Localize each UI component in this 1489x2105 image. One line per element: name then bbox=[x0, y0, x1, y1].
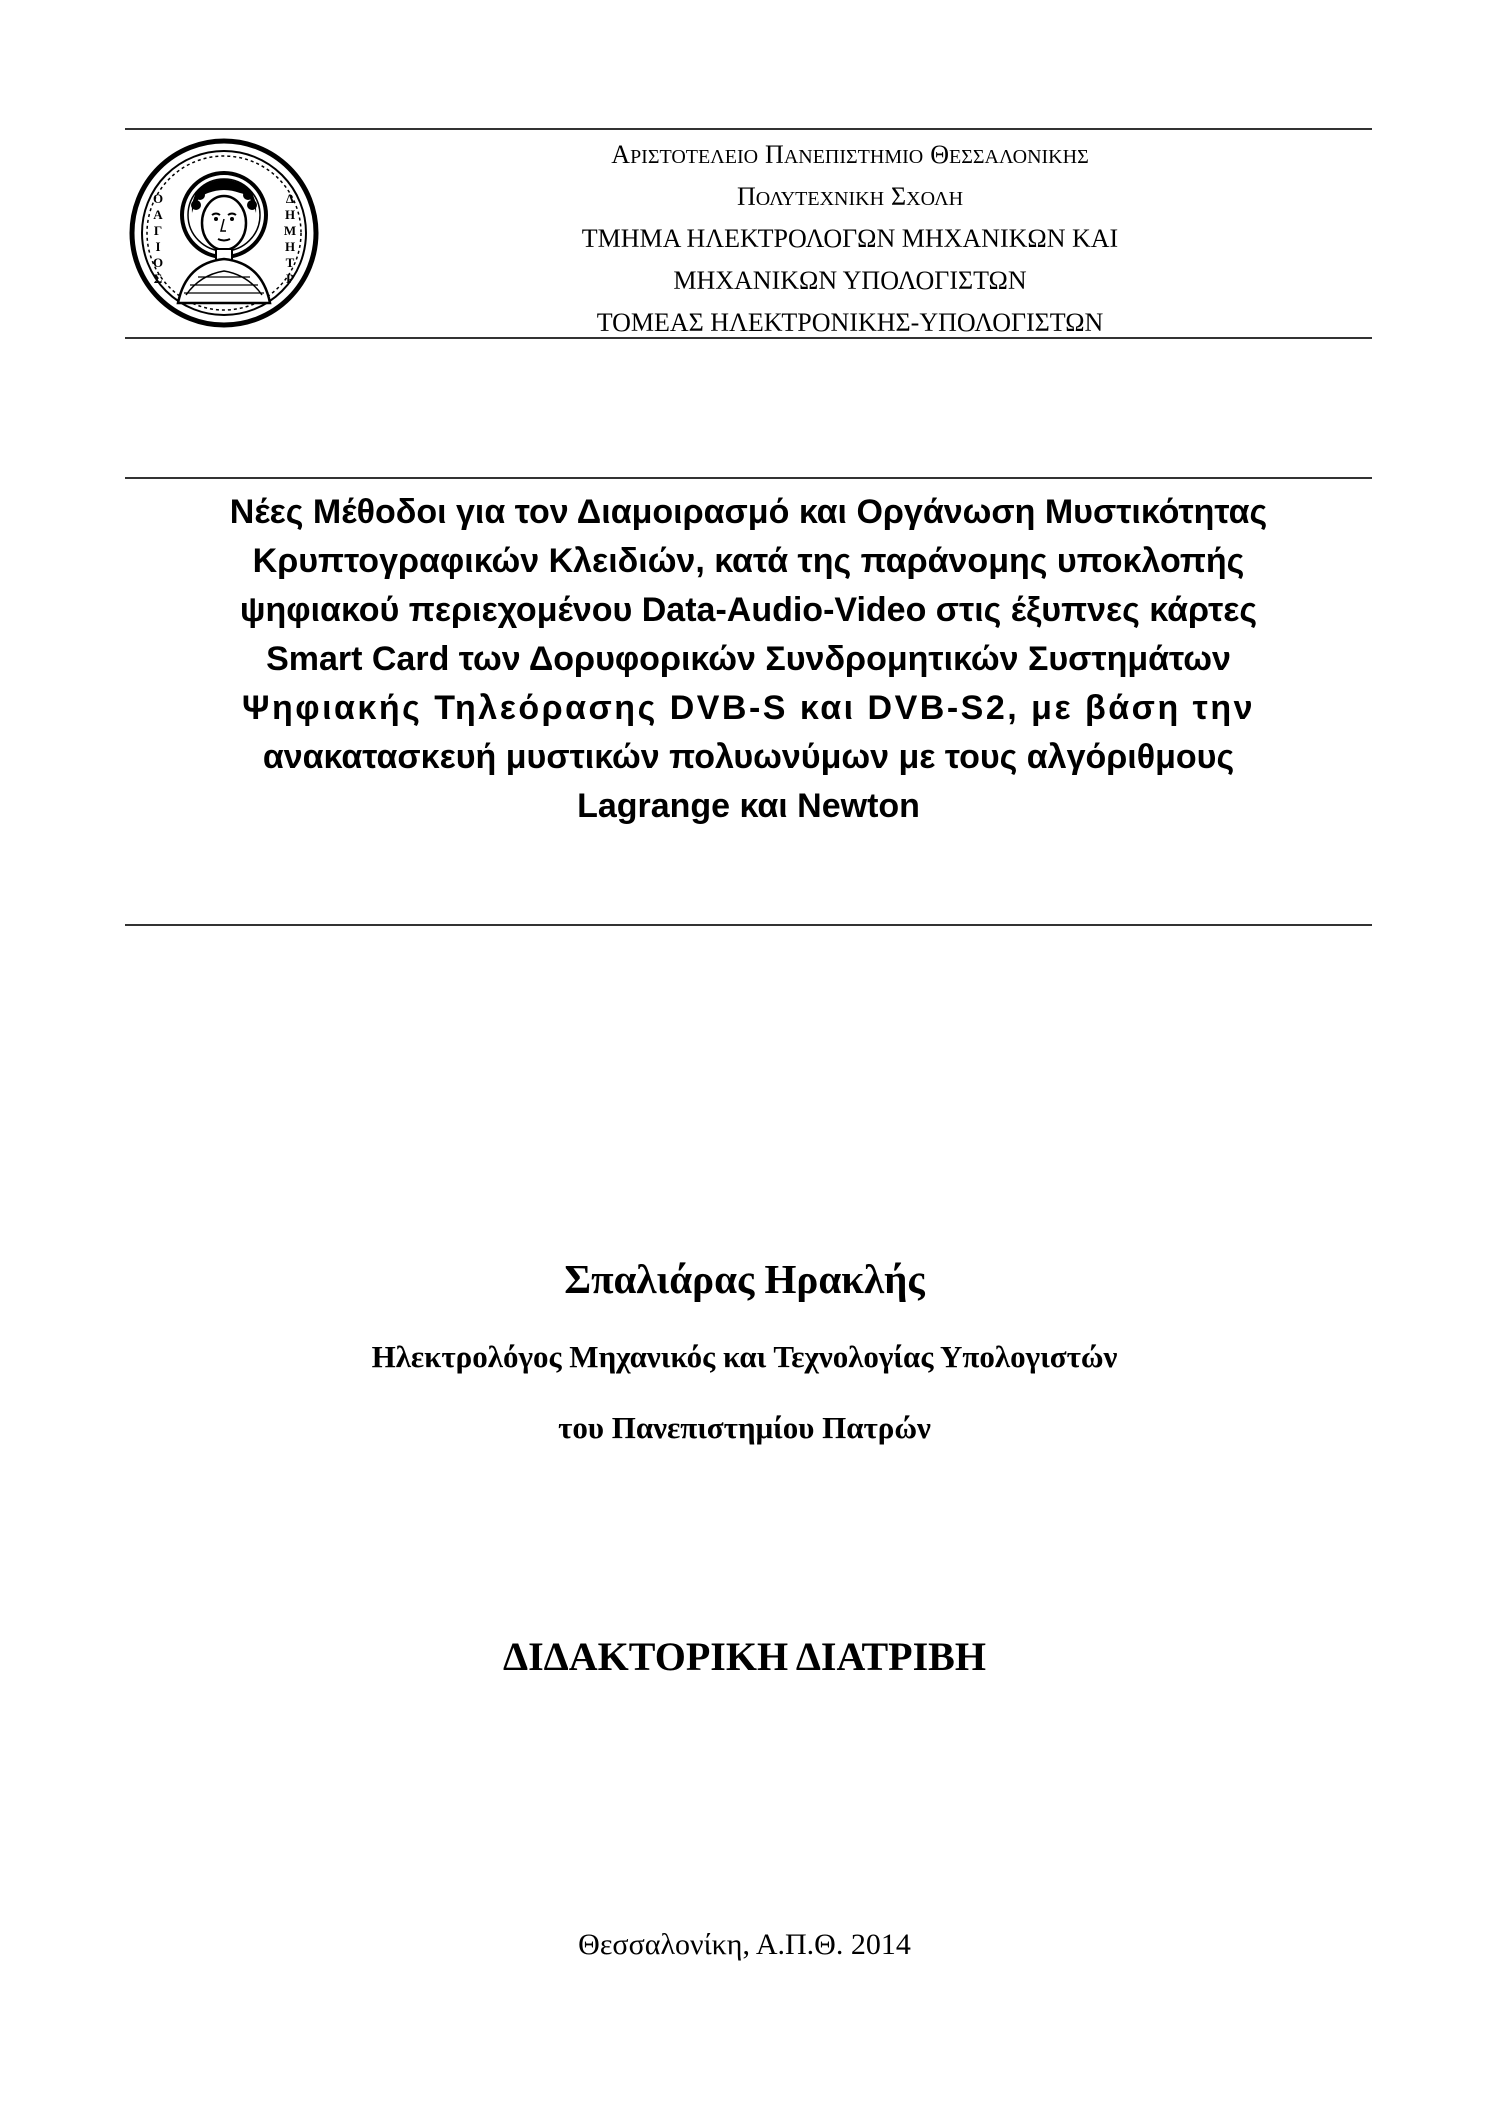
document-type: ΔΙΔΑΚΤΟΡΙΚΗ ΔΙΑΤΡΙΒΗ bbox=[503, 1634, 986, 1679]
title-line: Νέες Μέθοδοι για τον Διαμοιρασμό και Οργάνωση Μυστικότητας bbox=[229, 493, 1268, 531]
title-line: Ψηφιακής Τηλεόρασης DVB-S και DVB-S2, με βάση την bbox=[241, 689, 1256, 727]
author-name: Σπαλιάρας Ηρακλής bbox=[564, 1256, 925, 1302]
university-name: Αριστοτελειο Πανεπιστημιο Θεσσαλονικης bbox=[611, 139, 1089, 170]
title-line: Smart Card των Δορυφορικών Συνδρομητικών Συστημάτων bbox=[266, 640, 1231, 678]
svg-text:Ι: Ι bbox=[155, 239, 161, 254]
header-top-rule bbox=[125, 128, 1372, 130]
place-and-year: Θεσσαλονίκη, Α.Π.Θ. 2014 bbox=[578, 1928, 911, 1961]
svg-text:Σ: Σ bbox=[153, 271, 163, 286]
department-name-line-1: ΤΜΗΜΑ ΗΛΕΚΤΡΟΛΟΓΩΝ ΜΗΧΑΝΙΚΩΝ ΚΑΙ bbox=[581, 224, 1119, 253]
department-name-line-2: ΜΗΧΑΝΙΚΩΝ ΥΠΟΛΟΓΙΣΤΩΝ bbox=[673, 266, 1027, 295]
svg-text:Η: Η bbox=[284, 207, 296, 222]
svg-text:Η: Η bbox=[284, 239, 296, 254]
title-top-rule bbox=[125, 477, 1372, 479]
title-bottom-rule bbox=[125, 924, 1372, 926]
title-line: Lagrange και Newton bbox=[577, 787, 920, 825]
svg-text:Μ: Μ bbox=[283, 223, 297, 238]
header-bottom-rule bbox=[125, 337, 1372, 339]
title-line: Κρυπτογραφικών Κλειδιών, κατά της παράνομης υποκλοπής bbox=[252, 542, 1245, 580]
university-seal-icon bbox=[120, 135, 328, 331]
title-line: ψηφιακού περιεχομένου Data-Audio-Video στις έξυπνες κάρτες bbox=[239, 591, 1258, 629]
svg-text:Τ: Τ bbox=[285, 255, 295, 270]
author-degree-line-1: Ηλεκτρολόγος Μηχανικός και Τεχνολογίας Υπολογιστών bbox=[371, 1339, 1118, 1374]
svg-text:Α: Α bbox=[153, 207, 163, 222]
school-name: Πολυτεχνικη Σχολη bbox=[736, 181, 964, 212]
svg-text:Ρ: Ρ bbox=[286, 271, 294, 286]
sector-name: ΤΟΜΕΑΣ ΗΛΕΚΤΡΟΝΙΚΗΣ-ΥΠΟΛΟΓΙΣΤΩΝ bbox=[596, 308, 1104, 337]
svg-text:Δ: Δ bbox=[285, 191, 295, 206]
author-degree-line-2: του Πανεπιστημίου Πατρών bbox=[558, 1410, 931, 1445]
thesis-title bbox=[125, 488, 1372, 831]
title-line: ανακατασκευή μυστικών πολυωνύμων με τους αλγόριθμους bbox=[262, 738, 1235, 776]
svg-text:Ο: Ο bbox=[152, 255, 164, 270]
institution-header bbox=[420, 134, 1280, 344]
svg-text:Ο: Ο bbox=[152, 191, 164, 206]
svg-text:Γ: Γ bbox=[153, 223, 163, 238]
